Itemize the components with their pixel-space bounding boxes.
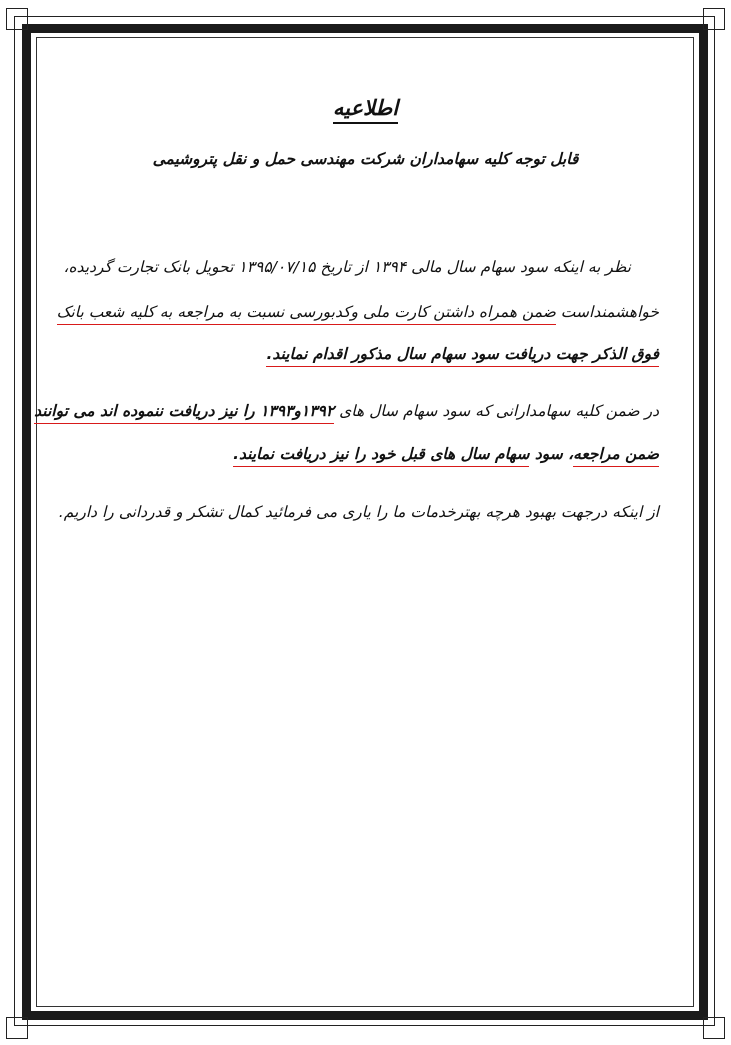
notice-title-text: اطلاعیه: [333, 96, 398, 124]
paragraph-2-line-2-underlined-b: سهام سال های قبل خود را نیز دریافت نمایند.: [233, 445, 529, 467]
paragraph-3-line-1: از اینکه درجهت بهبود هرچه بهترخدمات ما را یاری می فرمائید کمال تشکر و قدردانی را داریم.: [58, 503, 659, 521]
paragraph-2-line-2: [233, 445, 659, 463]
paragraph-2-line-1: [34, 402, 659, 420]
paragraph-1-line-3-underlined: فوق الذکر جهت دریافت سود سهام سال مذکور اقدام نمایند.: [266, 345, 659, 367]
inner-border: [36, 37, 694, 1007]
notice-subtitle: قابل توجه کلیه سهامداران شرکت مهندسی حمل و نقل پتروشیمی: [152, 150, 579, 168]
corner-ornament-top-left: [6, 8, 28, 30]
corner-ornament-bottom-right: [703, 1017, 725, 1039]
corner-ornament-bottom-left: [6, 1017, 28, 1039]
paragraph-2-line-2-mid: ، سود: [529, 445, 574, 463]
paragraph-2-line-1-start: در ضمن کلیه سهامدارانی که سود سهام سال های: [334, 402, 659, 420]
paragraph-1-line-1: نظر به اینکه سود سهام سال مالی ۱۳۹۴ از تاریخ ۱۳۹۵/۰۷/۱۵ تحویل بانک تجارت گردیده،: [63, 258, 631, 276]
paragraph-1-line-2: [57, 303, 659, 321]
paragraph-2-line-1-underlined: ۱۳۹۲و۱۳۹۳ را نیز دریافت ننموده اند می توانند: [34, 402, 334, 424]
paragraph-1-line-2-underlined: ضمن همراه داشتن کارت ملی وکدبورسی نسبت به مراجعه به کلیه شعب بانک: [57, 303, 556, 325]
corner-ornament-top-right: [703, 8, 725, 30]
notice-title: [0, 96, 731, 120]
paragraph-1-line-2-start: خواهشمنداست: [555, 303, 659, 321]
paragraph-1-line-3: [266, 345, 659, 363]
paragraph-2-line-2-underlined-a: ضمن مراجعه: [573, 445, 659, 467]
